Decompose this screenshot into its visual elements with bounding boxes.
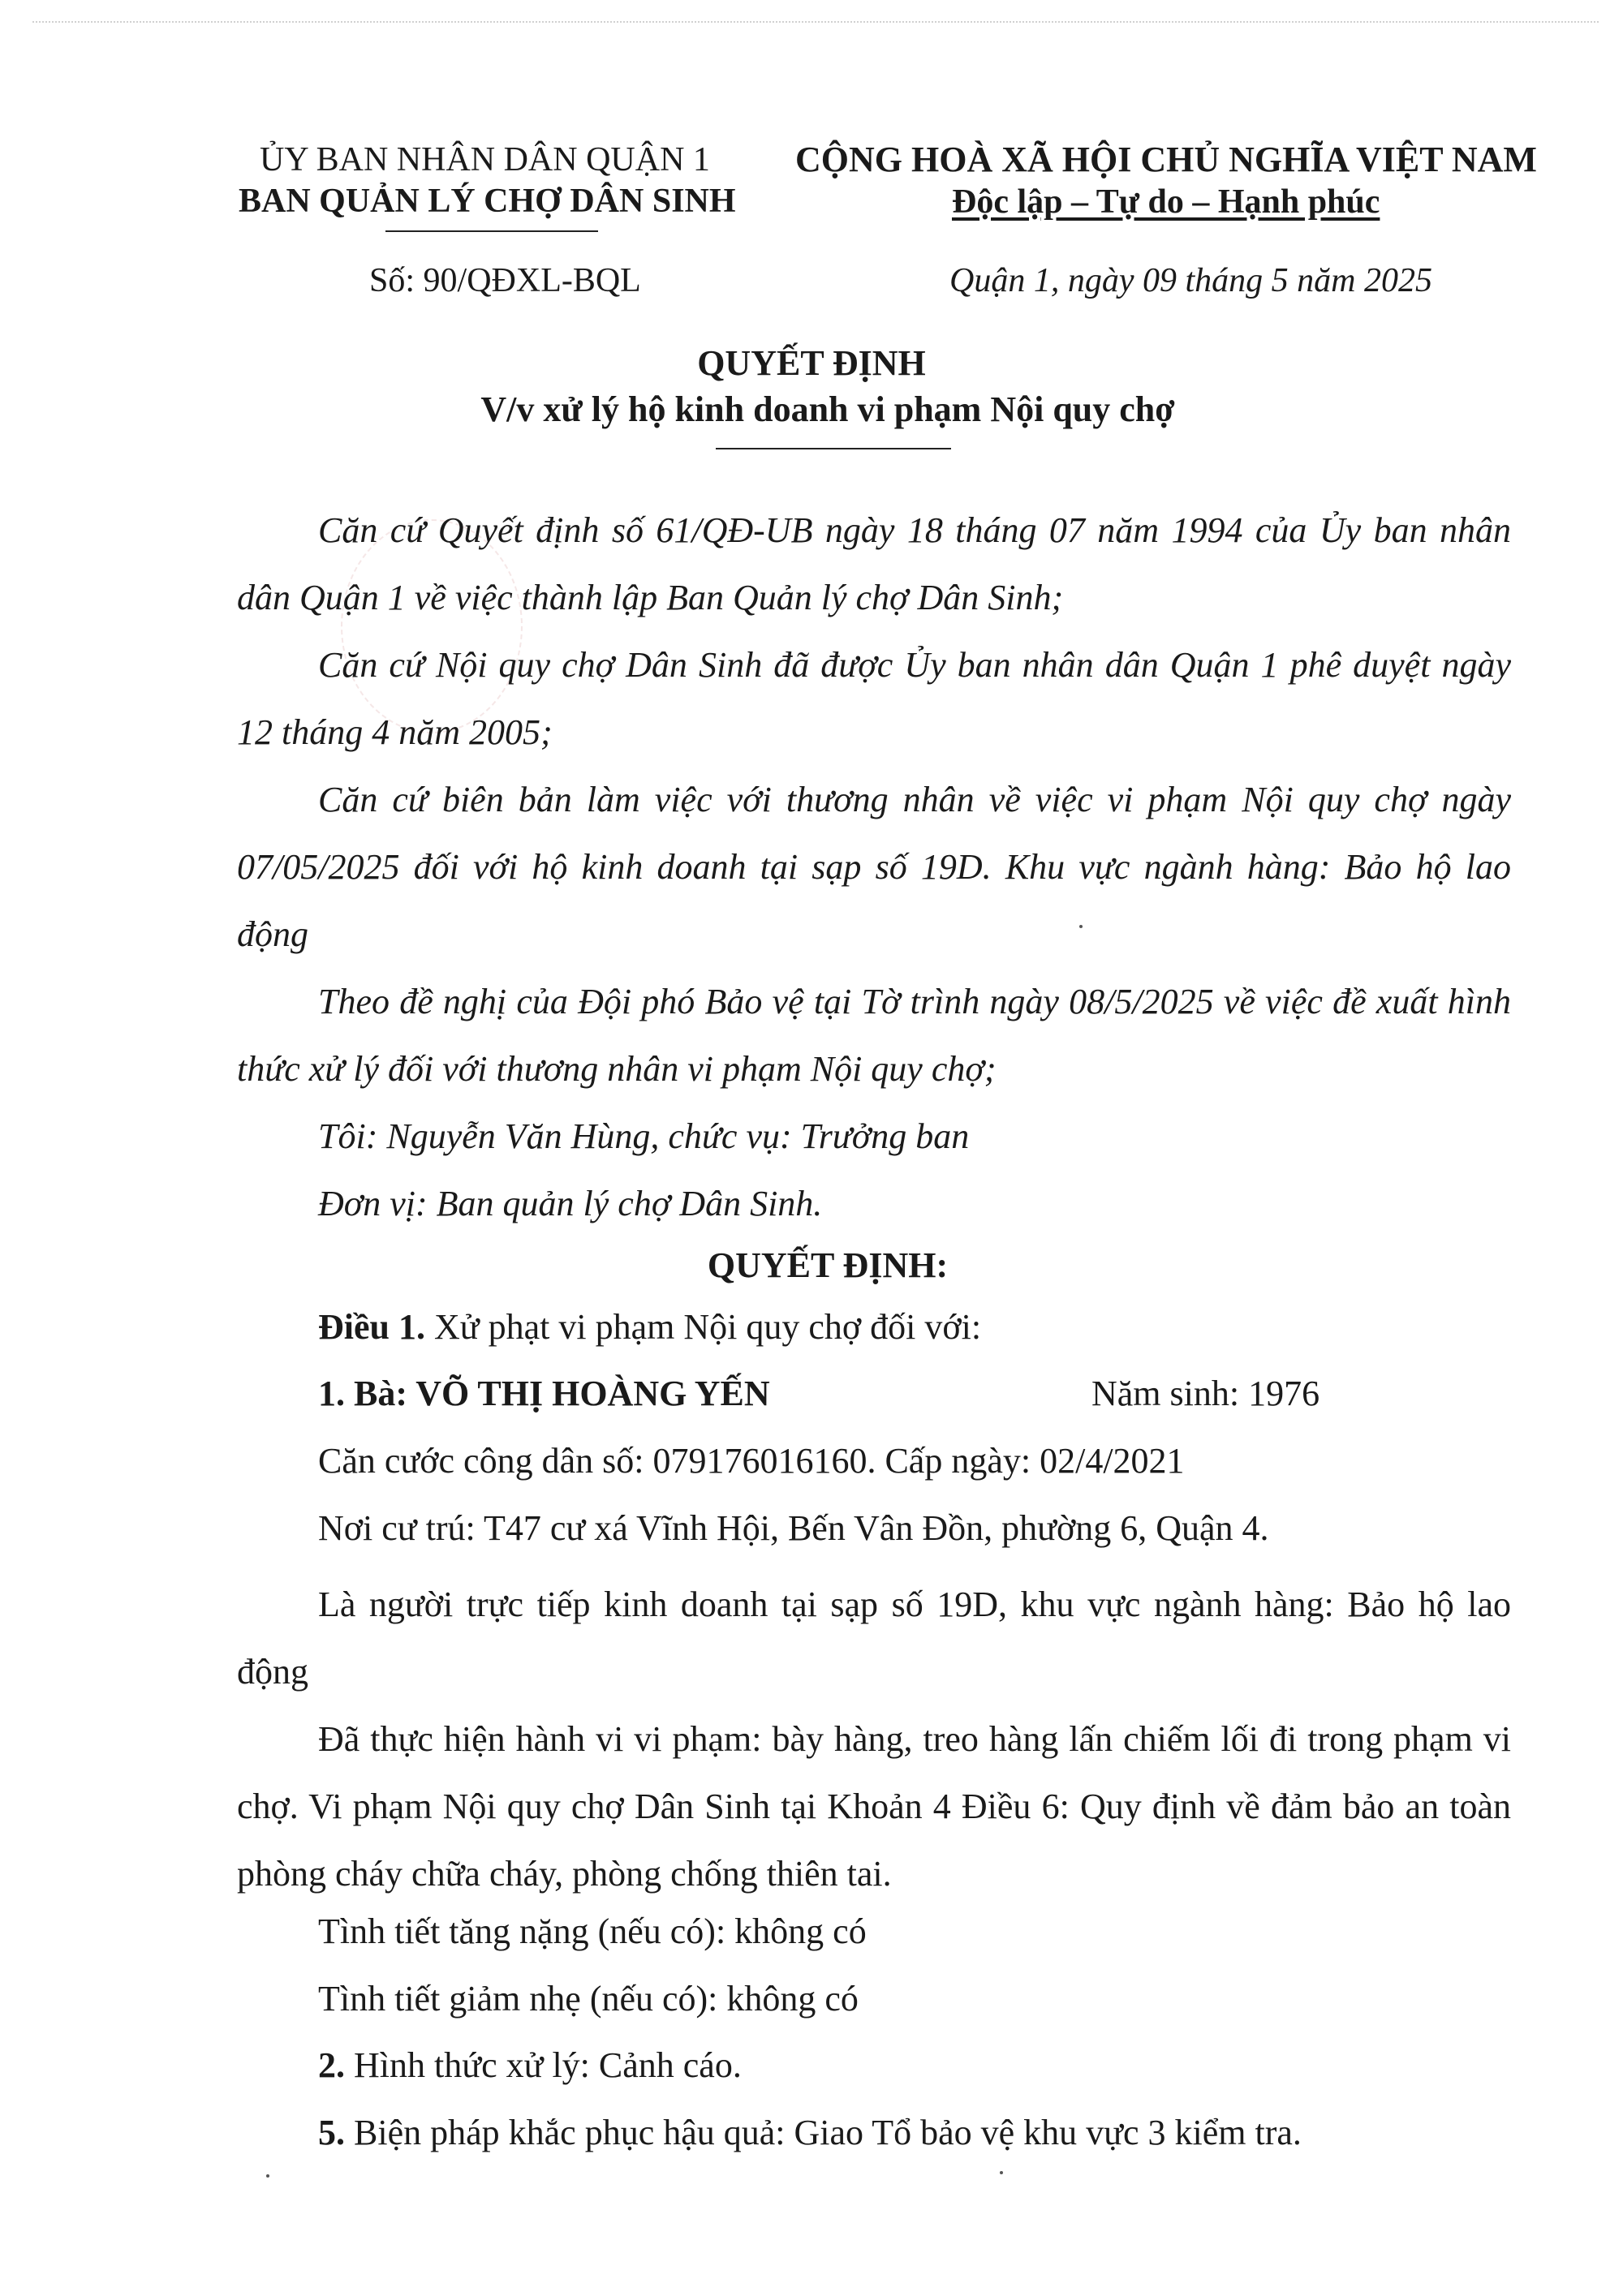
remedial-measures-text: Biện pháp khắc phục hậu quả: Giao Tổ bảo vệ khu vực 3 kiểm tra. (354, 2113, 1302, 2152)
remedial-measures (318, 2109, 1302, 2157)
basis-proposal: Theo đề nghị của Đội phó Bảo vệ tại Tờ trình ngày 08/5/2025 về việc đề xuất hình thức xử lý đối với thương nhân vi phạm Nội quy chợ; (237, 982, 1511, 1089)
national-motto: Độc lập – Tự do – Hạnh phúc (952, 183, 1380, 221)
national-title: CỘNG HOÀ XÃ HỘI CHỦ NGHĨA VIỆT NAM (795, 140, 1537, 179)
article-1-text: Xử phạt vi phạm Nội quy chợ đối với: (434, 1307, 982, 1347)
basis-minutes: Căn cứ biên bản làm việc với thương nhân về việc vi phạm Nội quy chợ ngày 07/05/2025 đối với hộ kinh doanh tại sạp số 19D. Khu vực ngành hàng: Bảo hộ lao động (237, 780, 1511, 954)
issuer-name: BAN QUẢN LÝ CHỢ DÂN SINH (239, 183, 736, 220)
violator-id: Căn cước công dân số: 079176016160. Cấp ngày: 02/4/2021 (318, 1441, 1185, 1481)
issuer-underline (385, 230, 598, 232)
basis-market-rules: Căn cứ Nội quy chợ Dân Sinh đã được Ủy ban nhân dân Quận 1 phê duyệt ngày 12 tháng 4 năm 2005; (237, 645, 1511, 752)
issuer-parent: ỦY BAN NHÂN DÂN QUẬN 1 (260, 141, 710, 178)
decision-heading: QUYẾT ĐỊNH: (707, 1245, 949, 1285)
violator-name: 1. Bà: VÕ THỊ HOÀNG YẾN (318, 1374, 770, 1413)
title-underline (716, 448, 951, 449)
scan-speck (1079, 925, 1083, 928)
violator-residence: Nơi cư trú: T47 cư xá Vĩnh Hội, Bến Vân Đồn, phường 6, Quận 4. (318, 1508, 1269, 1548)
place-date: Quận 1, ngày 09 tháng 5 năm 2025 (949, 262, 1432, 299)
violator-business: Là người trực tiếp kinh doanh tại sạp số 19D, khu vực ngành hàng: Bảo hộ lao động (237, 1584, 1511, 1692)
article-1 (318, 1303, 981, 1352)
aggravating-circumstances: Tình tiết tăng nặng (nếu có): không có (318, 1911, 867, 1951)
document-title: QUYẾT ĐỊNH (697, 343, 926, 383)
signer-line: Tôi: Nguyễn Văn Hùng, chức vụ: Trưởng ban (318, 1116, 970, 1156)
remedial-measures-number: 5. (318, 2113, 345, 2152)
article-1-label: Điều 1. (318, 1307, 425, 1347)
scan-speck (266, 2174, 269, 2178)
scan-speck (1000, 2171, 1003, 2174)
scan-top-edge (32, 21, 1599, 23)
violation-description: Đã thực hiện hành vi vi phạm: bày hàng, treo hàng lấn chiếm lối đi trong phạm vi chợ. Vi phạm Nội quy chợ Dân Sinh tại Khoản 4 Điều 6: Quy định về đảm bảo an toàn phòng cháy chữa cháy, phòng chống thiên tai. (237, 1719, 1511, 1894)
document-subject: V/v xử lý hộ kinh doanh vi phạm Nội quy chợ (480, 389, 1175, 429)
document-number: Số: 90/QĐXL-BQL (369, 262, 641, 299)
mitigating-circumstances: Tình tiết giảm nhẹ (nếu có): không có (318, 1979, 859, 2019)
penalty-form-text: Hình thức xử lý: Cảnh cáo. (354, 2045, 742, 2085)
penalty-form (318, 2041, 742, 2090)
penalty-form-number: 2. (318, 2045, 345, 2085)
unit-line: Đơn vị: Ban quản lý chợ Dân Sinh. (318, 1184, 823, 1223)
violator-birth-year: Năm sinh: 1976 (1091, 1374, 1320, 1413)
basis-decision-61: Căn cứ Quyết định số 61/QĐ-UB ngày 18 tháng 07 năm 1994 của Ủy ban nhân dân Quận 1 về việc thành lập Ban Quản lý chợ Dân Sinh; (237, 510, 1511, 617)
